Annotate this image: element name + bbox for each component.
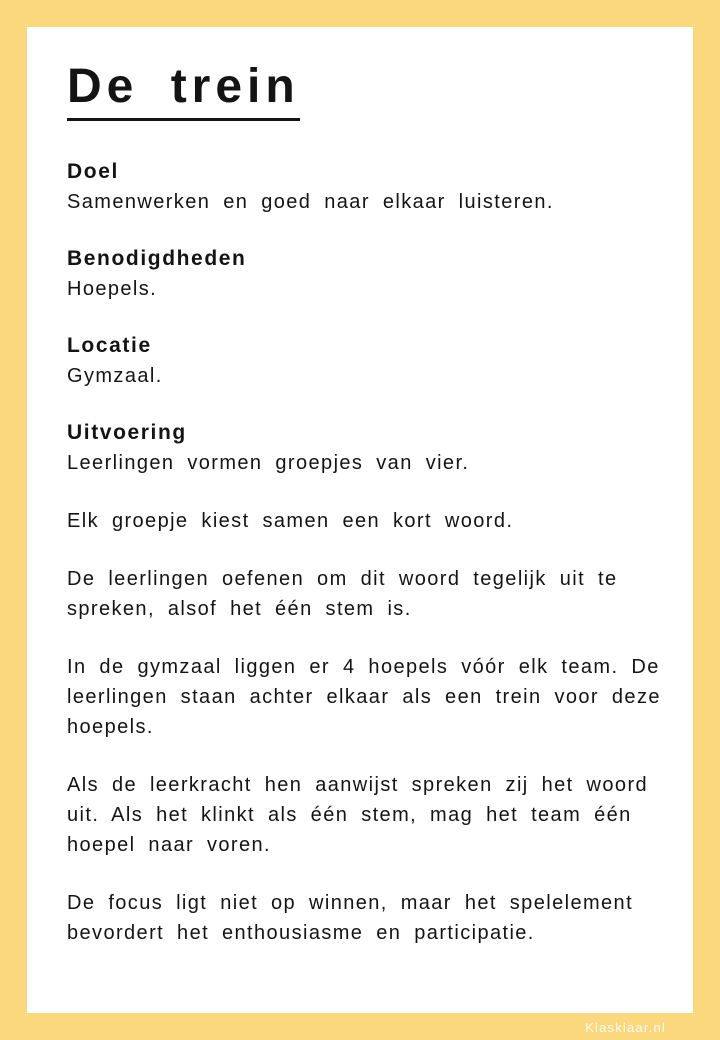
paragraph: Elk groepje kiest samen een kort woord. xyxy=(67,510,514,532)
section-heading-benodigdheden: Benodigdheden xyxy=(67,247,247,270)
section-benodigdheden xyxy=(67,244,665,304)
paragraph: Leerlingen vormen groepjes van vier. xyxy=(67,452,470,474)
section-heading-doel: Doel xyxy=(67,160,119,183)
paragraph: Gymzaal. xyxy=(67,365,163,387)
section-doel xyxy=(67,157,665,217)
worksheet-page xyxy=(27,27,693,1013)
paragraph: Hoepels. xyxy=(67,278,158,300)
section-locatie xyxy=(67,331,665,391)
paragraph: De focus ligt niet op winnen, maar het spelelement bevordert het enthousiasme en participatie. xyxy=(67,892,634,944)
paragraph: Samenwerken en goed naar elkaar luisteren. xyxy=(67,191,554,213)
section-heading-locatie: Locatie xyxy=(67,334,152,357)
paragraph: De leerlingen oefenen om dit woord tegelijk uit te spreken, alsof het één stem is. xyxy=(67,568,618,620)
watermark-label: Klasklaar.nl xyxy=(585,1020,666,1035)
section-uitvoering xyxy=(67,418,665,948)
paragraph: In de gymzaal liggen er 4 hoepels vóór elk team. De leerlingen staan achter elkaar als een trein voor deze hoepels. xyxy=(67,656,661,738)
page-title: De trein xyxy=(67,63,300,121)
section-heading-uitvoering: Uitvoering xyxy=(67,421,187,444)
paragraph: Als de leerkracht hen aanwijst spreken zij het woord uit. Als het klinkt als één stem, mag het team één hoepel naar voren. xyxy=(67,774,649,856)
